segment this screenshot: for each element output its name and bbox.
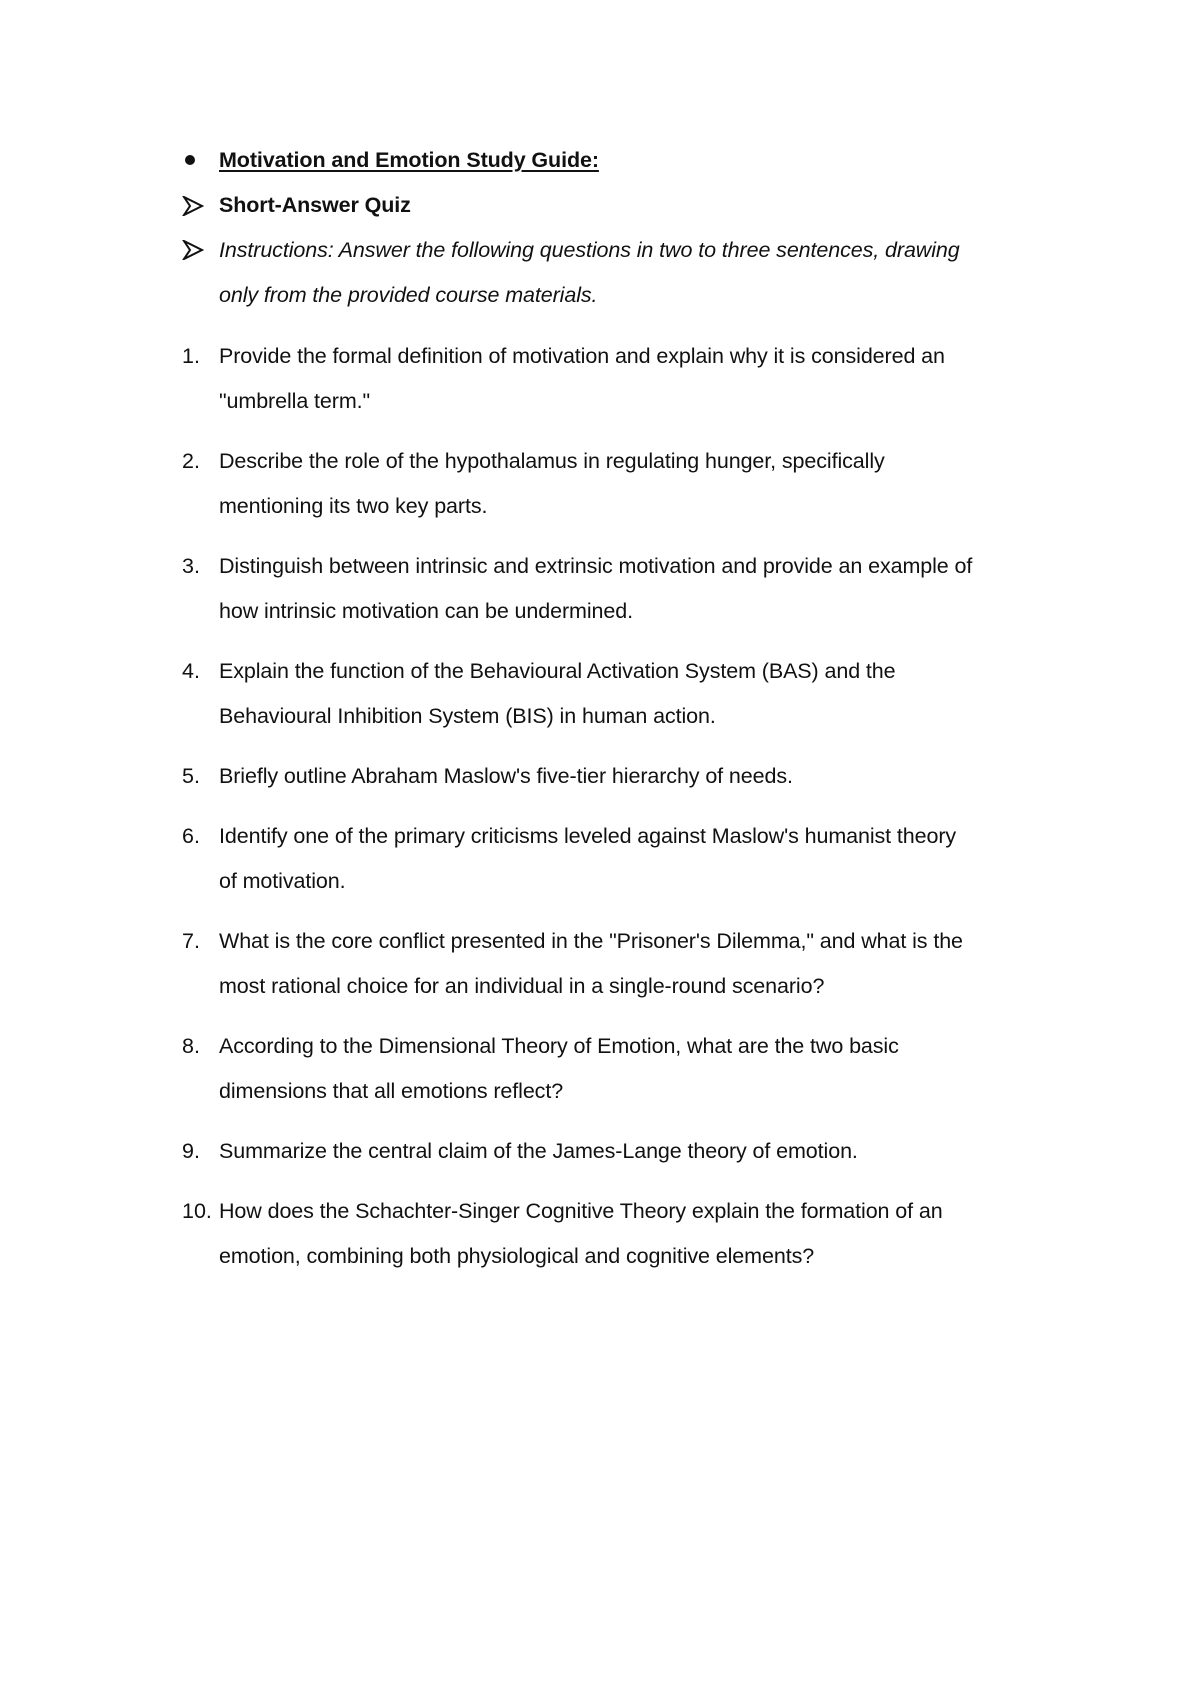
question-text: How does the Schachter-Singer Cognitive Theory explain the formation of an [219,1199,943,1223]
bullet-icon [185,155,195,165]
question-text: how intrinsic motivation can be undermined. [219,599,633,623]
question-number: 4. [182,659,200,683]
question-text: Summarize the central claim of the James-Lange theory of emotion. [219,1139,858,1163]
question-text: "umbrella term." [219,389,371,413]
arrow-bullet-icon [182,196,204,216]
question-number: 7. [182,929,200,953]
question-number: 10. [182,1199,212,1223]
question-text: mentioning its two key parts. [219,494,488,518]
page-title: Motivation and Emotion Study Guide: [219,148,599,172]
question-number: 8. [182,1034,200,1058]
instructions-line-1: Instructions: Answer the following questions in two to three sentences, drawing [219,238,960,262]
question-number: 6. [182,824,200,848]
question-text: Behavioural Inhibition System (BIS) in human action. [219,704,716,728]
question-text: Describe the role of the hypothalamus in regulating hunger, specifically [219,449,885,473]
question-text: According to the Dimensional Theory of Emotion, what are the two basic [219,1034,899,1058]
instructions-line-2: only from the provided course materials. [219,283,598,307]
quiz-subtitle: Short-Answer Quiz [219,193,411,217]
question-number: 2. [182,449,200,473]
question-text: Distinguish between intrinsic and extrinsic motivation and provide an example of [219,554,973,578]
question-text: Explain the function of the Behavioural Activation System (BAS) and the [219,659,896,683]
question-number: 5. [182,764,200,788]
question-number: 1. [182,344,200,368]
question-text: of motivation. [219,869,346,893]
question-text: Briefly outline Abraham Maslow's five-tier hierarchy of needs. [219,764,793,788]
question-text: dimensions that all emotions reflect? [219,1079,564,1103]
question-text: most rational choice for an individual in a single-round scenario? [219,974,825,998]
arrow-bullet-icon [182,240,204,260]
question-number: 9. [182,1139,200,1163]
question-number: 3. [182,554,200,578]
question-text: What is the core conflict presented in the "Prisoner's Dilemma," and what is the [219,929,963,953]
question-text: Identify one of the primary criticisms leveled against Maslow's humanist theory [219,824,957,848]
question-text: emotion, combining both physiological and cognitive elements? [219,1244,815,1268]
question-text: Provide the formal definition of motivation and explain why it is considered an [219,344,945,368]
